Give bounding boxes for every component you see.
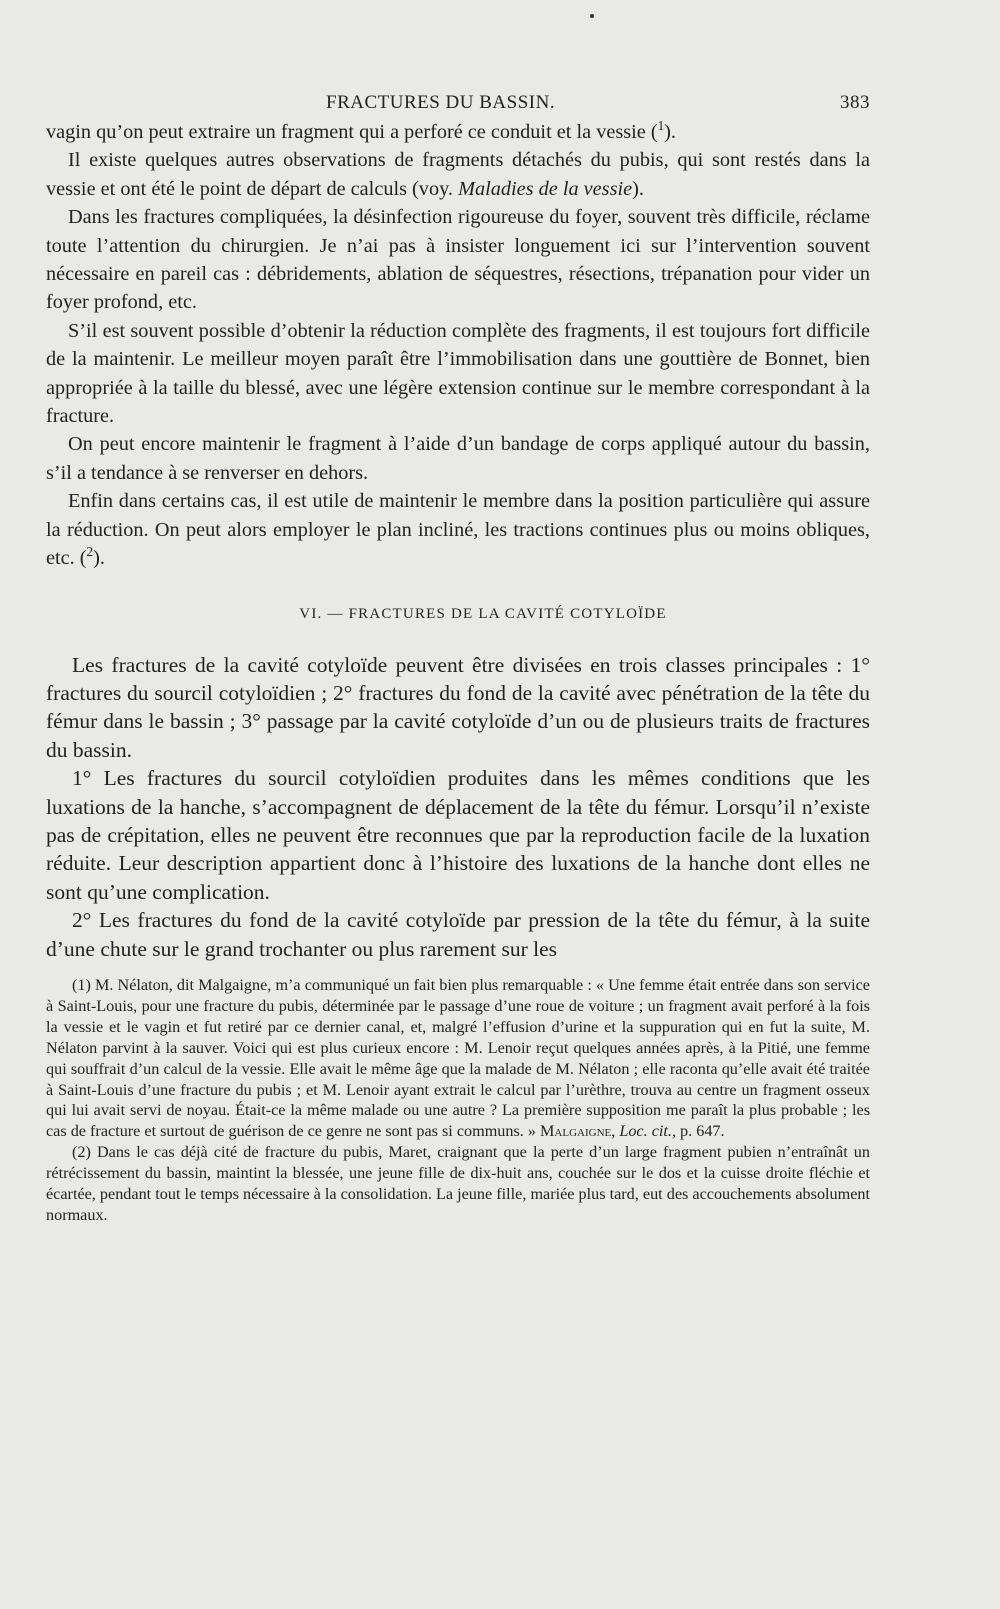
footnote-text: ,	[611, 1122, 620, 1141]
footnote	[46, 975, 870, 1142]
footnote-mark: (2)	[72, 1143, 91, 1162]
footnote-citation: Loc. cit.	[619, 1122, 672, 1141]
paragraph-text: ).	[664, 121, 676, 143]
footnote-text: M. Nélaton, dit Malgaigne, m’a communiqué un fait bien plus remarquable : « Une femme était entrée dans son service à Saint-Louis, pour une fracture du pubis, déterminée par le passage d’une roue de voiture ; un fragment avait perforé à la fois la vessie et le vagin et fut retiré par ce dernier canal, et, malgré l’effusion d’urine et la suppuration qui en fut la suite, M. Nélaton parvint à la sauver. Voici qui est plus curieux encore : M. Lenoir reçut quelques années après, à la Pitié, une femme qui souffrait d’un calcul de la vessie. Elle avait le même âge que la malade de M. Nélaton ; elle raconta qu’elle avait été traitée à Saint-Louis d’une fracture du pubis ; et M. Lenoir ayant extrait le calcul par l’urèthre, trouva au centre un fragment osseux qui lui avait servi de noyau. Était-ce la même malade ou une autre ? La première supposition me paraît la plus probable ; les cas de fracture et surtout de guérison de ce genre ne sont pas si communs. »	[46, 975, 870, 1141]
footnote-author: Malgaigne	[540, 1122, 612, 1141]
paragraph	[46, 118, 870, 146]
paragraph-text: ).	[632, 177, 644, 200]
paragraph	[46, 487, 870, 572]
paragraph: Dans les fractures compliquées, la désinfection rigoureuse du foyer, souvent très difficile, réclame toute l’attention du chirurgien. Je n’ai pas à insister longuement ici sur l’intervention souvent nécessaire en pareil cas : débridements, ablation de séquestres, résections, trépanation pour vider un foyer profond, etc.	[46, 206, 870, 314]
footnote-mark: (1)	[72, 975, 91, 994]
paragraph: 2° Les fractures du fond de la cavité cotyloïde par pression de la tête du fémur, à la suite d’une chute sur le grand trochanter ou plus rarement sur les	[46, 908, 870, 961]
section-heading: VI. — FRACTURES DE LA CAVITÉ COTYLOÏDE	[299, 605, 667, 622]
running-head	[46, 88, 870, 118]
footnote	[46, 1142, 870, 1226]
running-title: FRACTURES DU BASSIN.	[326, 92, 556, 113]
footnote-text: , p. 647.	[671, 1122, 725, 1141]
paragraph: S’il est souvent possible d’obtenir la réduction complète des fragments, il est toujours fort difficile de la maintenir. Le meilleur moyen paraît être l’immobilisation dans une gouttière de Bonnet, bien appropriée à la taille du blessé, avec une légère extension continue sur le membre correspondant à la fracture.	[46, 319, 870, 428]
section-body	[46, 651, 870, 963]
paragraph: On peut encore maintenir le fragment à l’aide d’un bandage de corps appliqué autour du bassin, s’il a tendance à se renverser en dehors.	[46, 433, 870, 484]
footnote-ref: 1	[657, 118, 665, 134]
paragraph-text: vagin qu’on peut extraire un fragment qui a perforé ce conduit et la vessie (	[46, 121, 658, 143]
cross-reference: Maladies de la vessie	[458, 177, 633, 200]
paragraph-text: ).	[93, 547, 105, 570]
page-number: 383	[840, 92, 870, 113]
book-page	[46, 88, 870, 1226]
paragraph: Les fractures de la cavité cotyloïde peuvent être divisées en trois classes principales : 1° fractures du sourcil cotyloïdien ; 2° fractures du fond de la cavité avec pénétration de la tête du fémur dans le bassin ; 3° passage par la cavité cotyloïde d’un ou de plusieurs traits de fractures du bassin.	[46, 652, 870, 762]
paragraph	[46, 146, 870, 203]
paragraph: 1° Les fractures du sourcil cotyloïdien produites dans les mêmes conditions que les luxations de la hanche, s’accompagnent de déplacement de la tête du fémur. Lorsqu’il n’existe pas de crépitation, elles ne peuvent être reconnues que par la reproduction facile de la luxation réduite. Leur description appartient donc à l’histoire des luxations de la hanche dont elles ne sont qu’une complication.	[46, 766, 870, 904]
footnote-ref: 2	[86, 544, 94, 560]
paragraph-text: Il existe quelques autres observations de fragments détachés du pubis, qui sont restés dans la vessie et ont été le point de départ de calculs (voy.	[46, 149, 870, 200]
footnotes	[46, 975, 870, 1226]
body-text	[46, 118, 870, 573]
paragraph-text: Enfin dans certains cas, il est utile de maintenir le membre dans la position particulière qui assure la réduction. On peut alors employer le plan incliné, les tractions continues plus ou moins obliques, etc. (	[46, 490, 870, 570]
footnote-text: Dans le cas déjà cité de fracture du pubis, Maret, craignant que la perte d’un large fragment pubien n’entraînât un rétrécissement du bassin, maintint la blessée, une jeune fille de dix-huit ans, couchée sur le dos et la cuisse droite fléchie et écartée, pendant tout le temps nécessaire à la consolidation. La jeune fille, mariée plus tard, eut des accouchements absolument normaux.	[46, 1143, 870, 1224]
print-speck	[590, 14, 594, 18]
